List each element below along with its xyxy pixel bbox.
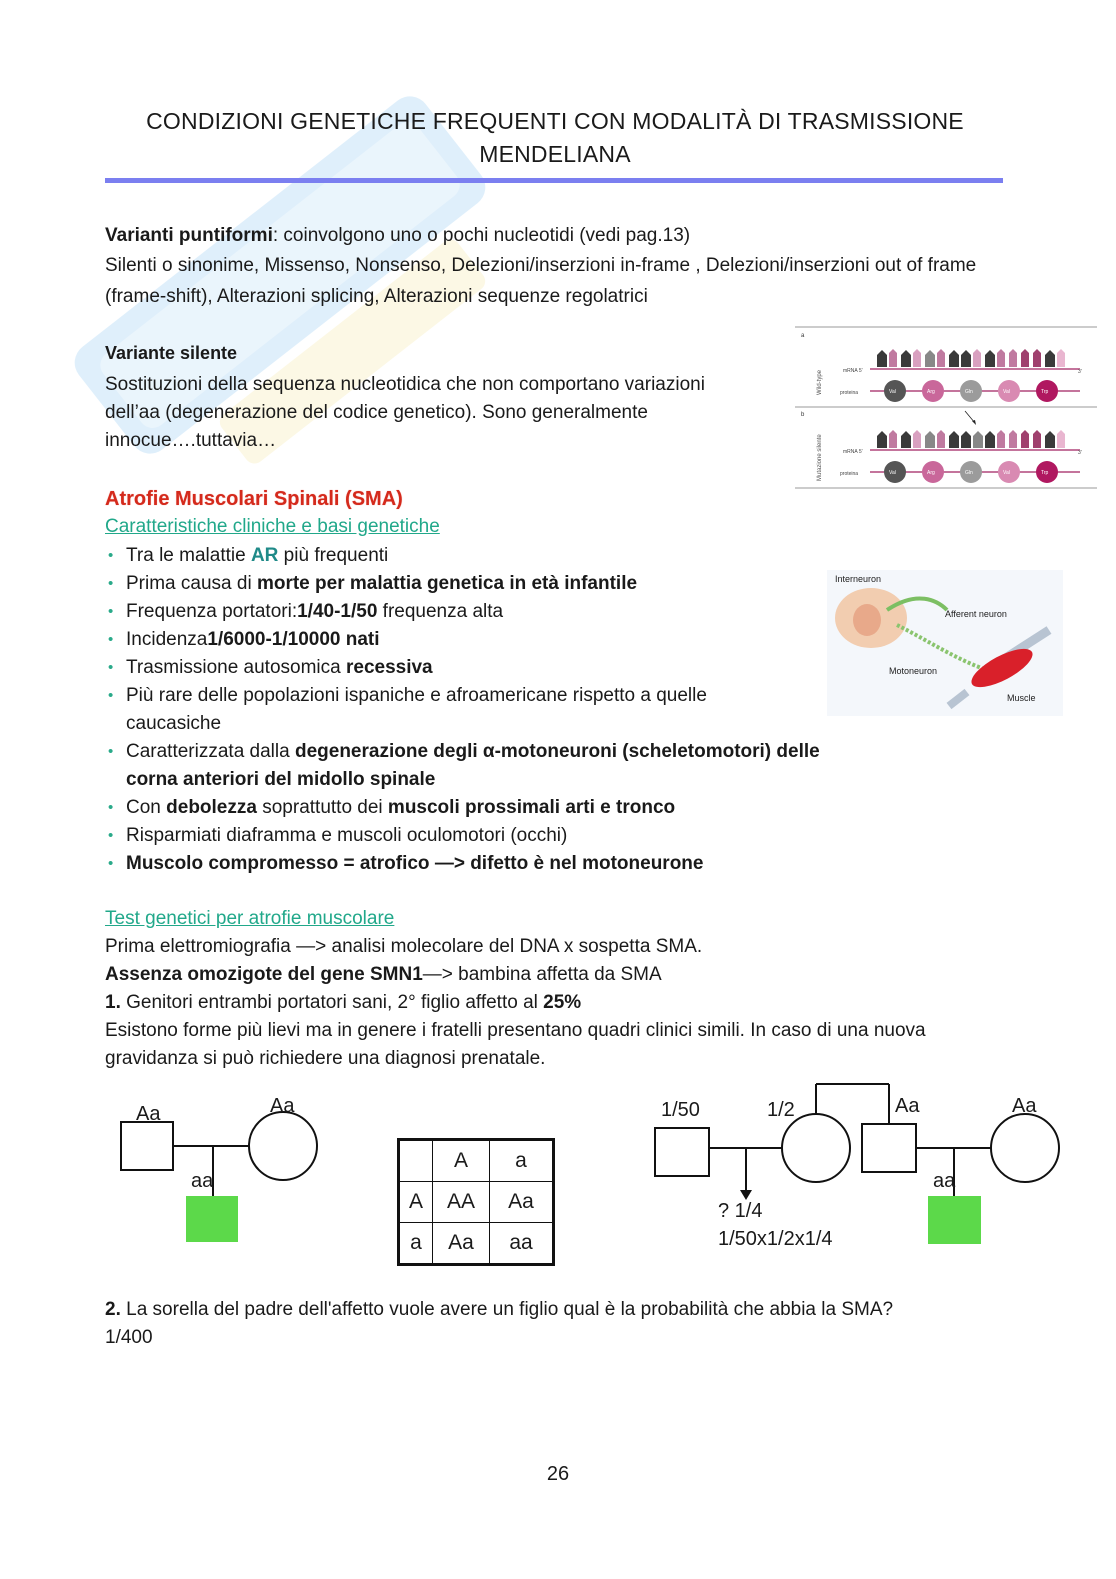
list-item: • Più rare delle popolazioni ispaniche e afroamericane rispetto a quelle caucasiche (105, 682, 766, 738)
list-item: • Tra le malattie AR più frequenti (105, 542, 845, 570)
aa-label-0-a: Val (889, 389, 896, 395)
mother-circle (249, 1112, 317, 1180)
pedigree-1 (115, 1110, 325, 1250)
aa-label-3-a: Val (1003, 389, 1010, 395)
mrna-label-b: mRNA 5' (843, 449, 863, 455)
silente-heading: Variante silente (105, 343, 238, 363)
protein-label-b: proteina (840, 471, 859, 477)
muscle-label: Muscle (1007, 693, 1036, 703)
varianti-line (105, 222, 1005, 250)
afferent-label: Afferent neuron (945, 609, 1007, 619)
wild-type-label: Wild-type (817, 369, 823, 395)
risk-label: ? 1/4 (718, 1200, 763, 1222)
aa-label-4-a: Trp (1041, 389, 1049, 395)
aunt-probability: 1/2 (767, 1099, 795, 1121)
aa-label-1-b: Arg (927, 470, 935, 476)
mother-genotype: Aa (270, 1095, 295, 1117)
three-prime-b: 3' (1078, 450, 1082, 456)
page-number: 26 (546, 1463, 570, 1485)
codon-figure (795, 325, 1097, 490)
test-paragraph: Esistono forme più lievi ma in genere i fratelli presentano quadri clinici simili. In caso di una nuova gravidanza si può richiedere una diagnosi prenatale. (105, 1020, 926, 1069)
three-prime-a: 3' (1078, 369, 1082, 375)
row-a (840, 349, 1082, 402)
interneuron-label: Interneuron (835, 574, 882, 584)
panel-b-label: b (801, 412, 805, 418)
list-item: • Incidenza1/6000-1/10000 nati (105, 626, 845, 654)
sma-subtitle-link[interactable]: Caratteristiche cliniche e basi genetiche (105, 516, 440, 537)
silente-text: Sostituzioni della sequenza nucleotidica che non comportano variazioni dell’aa (degenerazione del codice genetico). Sono generalmente innocue….tuttavia… (105, 374, 705, 451)
test-line1: Prima elettromiografia —> analisi molecolare del DNA x sospetta SMA. (105, 936, 703, 957)
aa-label-2-b: Gln (965, 470, 973, 476)
panel-a-label: a (801, 333, 805, 339)
man-square (655, 1128, 709, 1176)
aa-label-3-b: Val (1003, 470, 1010, 476)
neuron-figure (827, 570, 1063, 716)
sma-title: Atrofie Muscolari Spinali (SMA) (105, 488, 403, 510)
punnett-square (397, 1138, 555, 1266)
affected-genotype-2: aa (933, 1170, 956, 1192)
wife-circle (991, 1114, 1059, 1182)
father-genotype-2: Aa (895, 1095, 920, 1117)
sma-bullet-list (105, 542, 845, 878)
varianti-list: Silenti o sinonime, Missenso, Nonsenso, Delezioni/inserzioni in-frame , Delezioni/inserzioni out of frame (frame-shift), Alterazioni splicing, Alterazioni sequenze regolatrici (105, 255, 977, 307)
varianti-label: Varianti puntiformi (105, 225, 273, 246)
list-item: • Trasmissione autosomica recessiva (105, 654, 845, 682)
list-item: • Caratterizzata dalla degenerazione degli α-motoneuroni (scheletomotori) delle corna anteriori del midollo spinale (105, 738, 826, 794)
father-genotype: Aa (136, 1103, 161, 1125)
title-rule (105, 178, 1003, 183)
pedigree-2 (650, 1080, 1070, 1250)
list-item: • Con debolezza soprattutto dei muscoli prossimali arti e tronco (105, 794, 845, 822)
table-row: A AA Aa (399, 1182, 554, 1223)
question-2-answer: 1/400 (105, 1327, 153, 1348)
list-item: • Muscolo compromesso = atrofico —> difetto è nel motoneurone (105, 850, 845, 878)
list-item: • Prima causa di morte per malattia genetica in età infantile (105, 570, 845, 598)
risk-calculation: 1/50x1/2x1/4 (718, 1228, 833, 1250)
table-row: A a (399, 1140, 554, 1182)
man-probability: 1/50 (661, 1099, 700, 1121)
question-2: 2. La sorella del padre dell'affetto vuole avere un figlio qual è la probabilità che abbia la SMA? (105, 1299, 894, 1320)
affected-child-square (186, 1196, 238, 1242)
mutation-label: Mutazione silente (817, 434, 823, 481)
mrna-label-a: mRNA 5' (843, 368, 863, 374)
protein-label-a: proteina (840, 390, 859, 396)
test-line2: Assenza omozigote del gene SMN1—> bambina affetta da SMA (105, 964, 662, 985)
codon-strip-a (877, 349, 1065, 367)
father-square (862, 1124, 916, 1172)
wife-genotype: Aa (1012, 1095, 1037, 1117)
question-1: 1. Genitori entrambi portatori sani, 2° figlio affetto al 25% (105, 992, 582, 1013)
table-row: a Aa aa (399, 1223, 554, 1265)
varianti-text: : coinvolgono uno o pochi nucleotidi (vedi pag.13) (272, 225, 691, 246)
aa-label-0-b: Val (889, 470, 896, 476)
list-item: • Risparmiati diaframma e muscoli oculomotori (occhi) (105, 822, 845, 850)
affected-child-square (928, 1196, 981, 1244)
aa-label-4-b: Trp (1041, 470, 1049, 476)
test-subtitle-link[interactable]: Test genetici per atrofie muscolare (105, 908, 395, 929)
codon-strip-b (877, 430, 1065, 448)
aa-label-2-a: Gln (965, 389, 973, 395)
child-genotype: aa (191, 1170, 214, 1192)
row-b (840, 411, 1082, 483)
page-title: CONDIZIONI GENETICHE FREQUENTI CON MODALITÀ DI TRASMISSIONE MENDELIANA (146, 108, 964, 167)
aunt-circle (782, 1114, 850, 1182)
list-item: • Frequenza portatori:1/40-1/50 frequenza alta (105, 598, 845, 626)
aa-label-1-a: Arg (927, 389, 935, 395)
father-square (121, 1122, 173, 1170)
motoneuron-label: Motoneuron (889, 666, 938, 676)
